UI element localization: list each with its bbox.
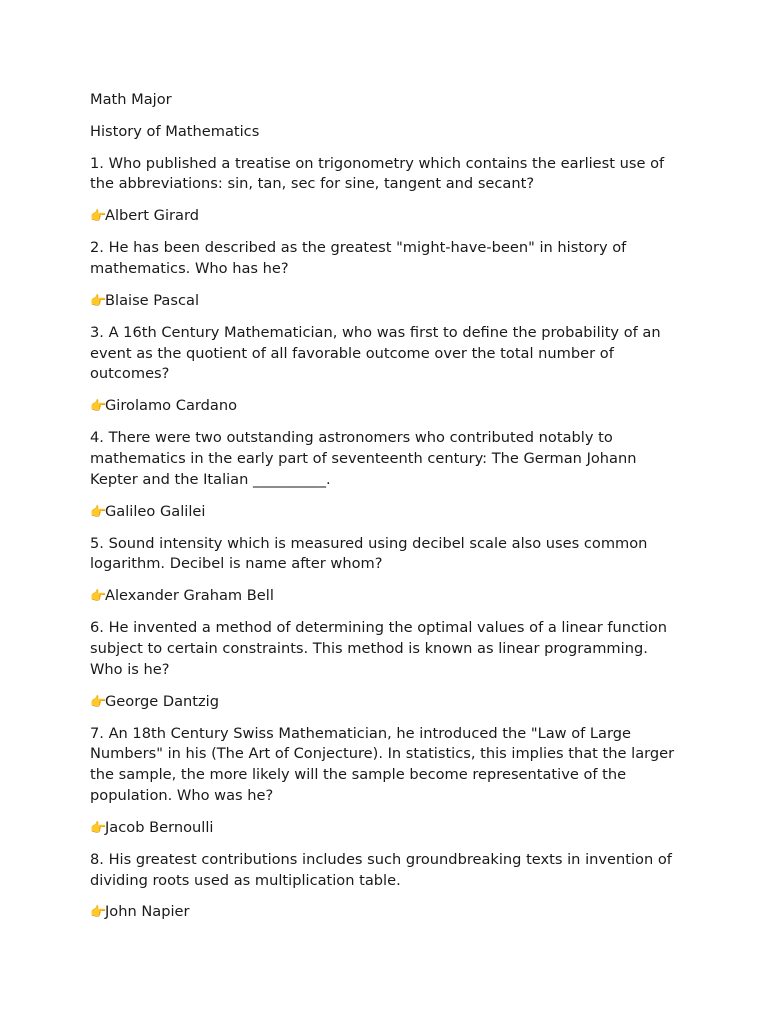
answer-1 [90, 206, 680, 227]
qa-item-3 [90, 323, 680, 417]
question-2: 2. He has been described as the greatest "might-have-been" in history of mathematics. Who has he? [90, 239, 627, 277]
pointing-hand-icon: 👉 [90, 820, 107, 836]
qa-item-1 [90, 154, 680, 228]
qa-item-6 [90, 618, 680, 712]
qa-item-2 [90, 238, 680, 312]
pointing-hand-icon: 👉 [90, 293, 107, 309]
question-1: 1. Who published a treatise on trigonometry which contains the earliest use of the abbreviations: sin, tan, sec for sine, tangent and secant? [90, 154, 665, 193]
pointing-hand-icon: 👉 [90, 504, 107, 520]
answer-8 [90, 902, 680, 923]
qa-item-5 [90, 534, 680, 608]
answer-6 [90, 692, 680, 713]
document-page [90, 90, 680, 934]
qa-item-7 [90, 724, 680, 839]
question-3: 3. A 16th Century Mathematician, who was first to define the probability of an event as the quotient of all favorable outcome over the total number of outcomes? [90, 323, 661, 383]
answer-7 [90, 818, 680, 839]
pointing-hand-icon: 👉 [90, 694, 107, 710]
document-topic: History of Mathematics [90, 122, 260, 140]
pointing-hand-icon: 👉 [90, 399, 107, 415]
answer-3 [90, 396, 680, 417]
qa-item-8 [90, 850, 680, 924]
answer-text-8: John Napier [105, 903, 190, 921]
answer-text-3: Girolamo Cardano [105, 397, 238, 415]
question-8: 8. His greatest contributions includes such groundbreaking texts in invention of dividing roots used as multiplication table. [90, 850, 672, 889]
answer-2 [90, 291, 680, 312]
answer-text-7: Jacob Bernoulli [105, 818, 214, 836]
answer-text-4: Galileo Galilei [105, 502, 206, 520]
pointing-hand-icon: 👉 [90, 589, 107, 605]
answer-text-2: Blaise Pascal [105, 291, 199, 309]
answer-4 [90, 502, 680, 523]
document-subject: Math Major [90, 91, 172, 108]
question-6: 6. He invented a method of determining the optimal values of a linear function subject to certain constraints. This method is known as linear programming. Who is he? [90, 619, 667, 678]
question-5: 5. Sound intensity which is measured using decibel scale also uses common logarithm. Decibel is name after whom? [90, 534, 648, 573]
answer-5 [90, 586, 680, 607]
answer-text-6: George Dantzig [105, 692, 219, 710]
qa-item-4 [90, 428, 680, 522]
pointing-hand-icon: 👉 [90, 209, 107, 225]
answer-text-5: Alexander Graham Bell [105, 587, 274, 605]
question-4: 4. There were two outstanding astronomers who contributed notably to mathematics in the early part of seventeenth century: The German Johann Kepter and the Italian __________. [90, 429, 637, 488]
question-7: 7. An 18th Century Swiss Mathematician, he introduced the "Law of Large Numbers" in his (The Art of Conjecture). In statistics, this implies that the larger the sample, the more likely will the sample become representative of the population. Who was he? [90, 724, 675, 804]
answer-text-1: Albert Girard [105, 207, 199, 225]
pointing-hand-icon: 👉 [90, 905, 107, 921]
